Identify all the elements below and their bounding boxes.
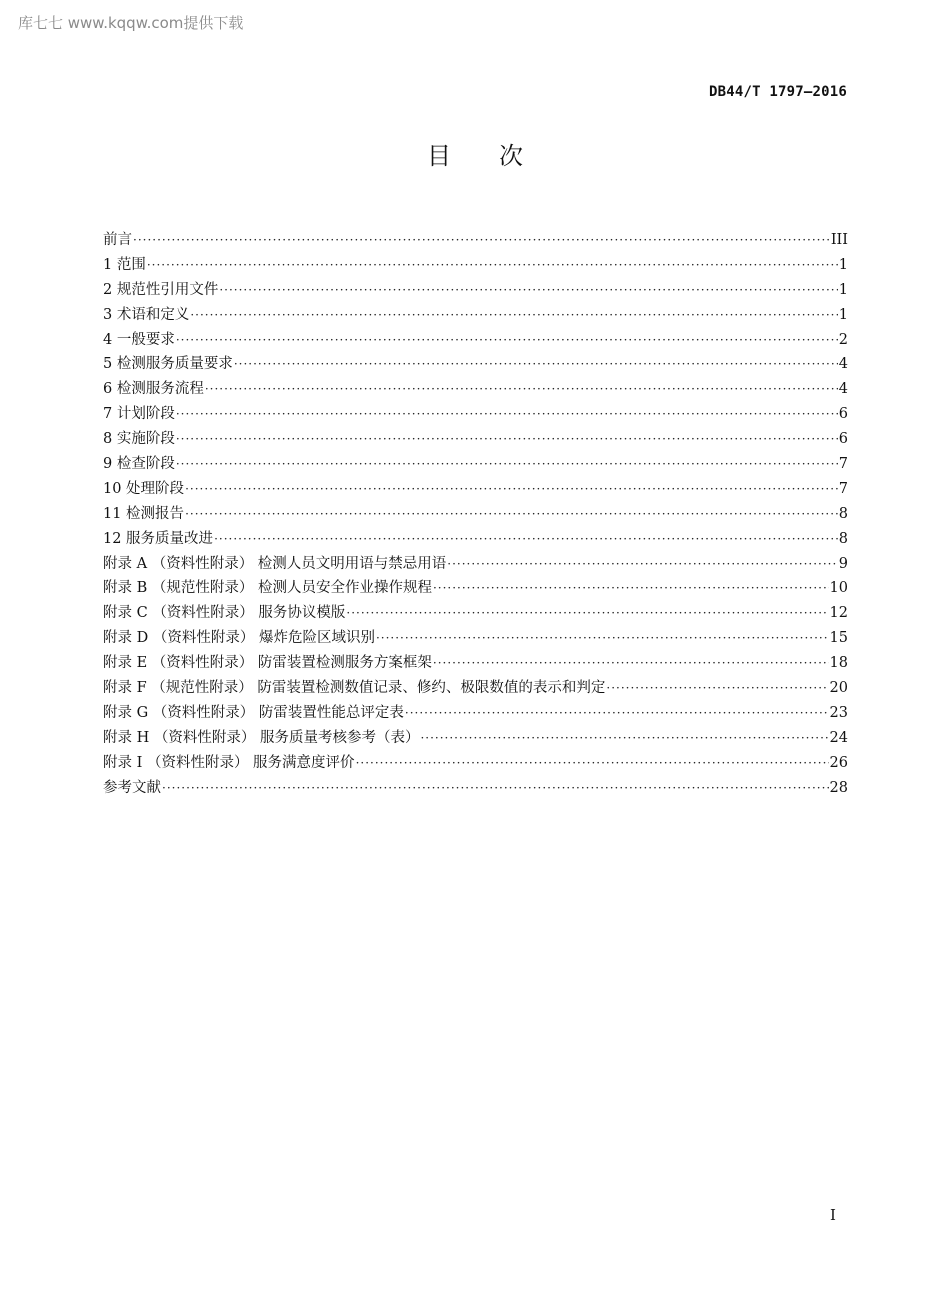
toc-dot-leader <box>433 576 829 601</box>
toc-entry-page: 6 <box>838 406 848 423</box>
toc-entry-label: 附录 D （资料性附录） 爆炸危险区域识别 <box>103 630 375 647</box>
toc-entry <box>103 452 848 477</box>
toc-entry-label: 6 检测服务流程 <box>103 381 204 398</box>
toc-entry-label: 附录 H （资料性附录） 服务质量考核参考（表） <box>103 729 420 746</box>
toc-entry-page: 1 <box>838 306 848 323</box>
toc-entry-page: 9 <box>838 555 848 572</box>
toc-dot-leader <box>176 452 838 477</box>
toc-entry-page: 6 <box>838 431 848 448</box>
toc-dot-leader <box>433 651 829 676</box>
toc-entry-page: 1 <box>838 256 848 273</box>
toc-entry-label: 1 范围 <box>103 256 146 273</box>
toc-entry <box>103 751 848 776</box>
toc-dot-leader <box>147 253 838 278</box>
toc-entry <box>103 651 848 676</box>
toc-entry <box>103 377 848 402</box>
toc-entry <box>103 726 848 751</box>
toc-entry-page: 1 <box>838 281 848 298</box>
toc-dot-leader <box>234 352 838 377</box>
toc-dot-leader <box>133 228 830 253</box>
toc-entry <box>103 527 848 552</box>
toc-entry <box>103 701 848 726</box>
toc-entry-label: 附录 F （规范性附录） 防雷装置检测数值记录、修约、极限数值的表示和判定 <box>103 680 606 697</box>
toc-dot-leader <box>176 427 838 452</box>
toc-entry <box>103 601 848 626</box>
toc-entry-label: 10 处理阶段 <box>103 480 185 497</box>
toc-entry-label: 4 一般要求 <box>103 331 175 348</box>
toc-entry <box>103 676 848 701</box>
toc-dot-leader <box>356 751 829 776</box>
toc-entry <box>103 477 848 502</box>
standard-code: DB44/T 1797—2016 <box>708 84 847 100</box>
toc-dot-leader <box>219 278 837 303</box>
toc-dot-leader <box>205 377 838 402</box>
toc-dot-leader <box>214 527 838 552</box>
toc-entry-page: 24 <box>829 729 848 746</box>
page-number: I <box>830 1206 836 1224</box>
toc-entry-label: 2 规范性引用文件 <box>103 281 219 298</box>
toc-entry <box>103 352 848 377</box>
watermark-text: 库七七 www.kqqw.com提供下载 <box>18 14 244 32</box>
toc-entry-label: 前言 <box>103 232 132 248</box>
toc-entry <box>103 402 848 427</box>
toc-entry <box>103 427 848 452</box>
toc-entry-label: 7 计划阶段 <box>103 406 175 423</box>
toc-entry-label: 附录 B （规范性附录） 检测人员安全作业操作规程 <box>103 580 432 597</box>
toc-entry-label: 参考文献 <box>103 779 161 796</box>
toc-entry <box>103 303 848 328</box>
toc-entry-page: III <box>830 232 848 248</box>
toc-dot-leader <box>447 552 837 577</box>
toc-dot-leader <box>420 726 828 751</box>
toc-entry-page: 15 <box>829 630 848 647</box>
toc-dot-leader <box>346 601 828 626</box>
toc-entry-label: 12 服务质量改进 <box>103 530 214 547</box>
toc-entry-page: 10 <box>829 580 848 597</box>
toc-entry-page: 4 <box>838 356 848 373</box>
toc-entry-label: 3 术语和定义 <box>103 306 190 323</box>
page-title: 目次 <box>427 142 571 170</box>
toc-entry-label: 9 检查阶段 <box>103 456 175 473</box>
toc-entry <box>103 328 848 353</box>
toc-entry-page: 7 <box>838 480 848 497</box>
toc-entry-page: 23 <box>829 704 848 721</box>
toc-entry-page: 18 <box>829 655 848 672</box>
toc-dot-leader <box>176 328 838 353</box>
toc-entry-page: 20 <box>829 680 848 697</box>
toc-dot-leader <box>185 477 838 502</box>
toc-entry-label: 附录 A （资料性附录） 检测人员文明用语与禁忌用语 <box>103 555 447 572</box>
toc-dot-leader <box>185 502 838 527</box>
toc-dot-leader <box>376 626 829 651</box>
toc-entry-label: 附录 G （资料性附录） 防雷装置性能总评定表 <box>103 704 404 721</box>
toc-entry-page: 28 <box>829 779 848 796</box>
toc-entry-page: 8 <box>838 505 848 522</box>
toc-entry-page: 4 <box>838 381 848 398</box>
toc-entry-label: 附录 I （资料性附录） 服务满意度评价 <box>103 754 355 771</box>
toc-entry-label: 8 实施阶段 <box>103 431 175 448</box>
toc-entry-label: 11 检测报告 <box>103 505 185 522</box>
toc-dot-leader <box>405 701 829 726</box>
toc-entry-page: 26 <box>829 754 848 771</box>
toc-dot-leader <box>190 303 837 328</box>
toc-entry <box>103 253 848 278</box>
toc-entry-page: 8 <box>838 530 848 547</box>
toc-entry <box>103 502 848 527</box>
toc-dot-leader <box>176 402 838 427</box>
toc-entry-page: 2 <box>838 331 848 348</box>
toc-entry <box>103 278 848 303</box>
toc-entry <box>103 576 848 601</box>
toc-entry-page: 12 <box>829 605 848 622</box>
toc-dot-leader <box>606 676 828 701</box>
toc-entry-label: 附录 C （资料性附录） 服务协议模版 <box>103 605 346 622</box>
toc-entry-label: 附录 E （资料性附录） 防雷装置检测服务方案框架 <box>103 655 432 672</box>
table-of-contents <box>103 228 848 800</box>
toc-dot-leader <box>162 776 829 801</box>
toc-entry <box>103 552 848 577</box>
toc-entry <box>103 228 848 253</box>
toc-entry <box>103 776 848 801</box>
toc-entry <box>103 626 848 651</box>
toc-entry-label: 5 检测服务质量要求 <box>103 356 233 373</box>
toc-entry-page: 7 <box>838 456 848 473</box>
